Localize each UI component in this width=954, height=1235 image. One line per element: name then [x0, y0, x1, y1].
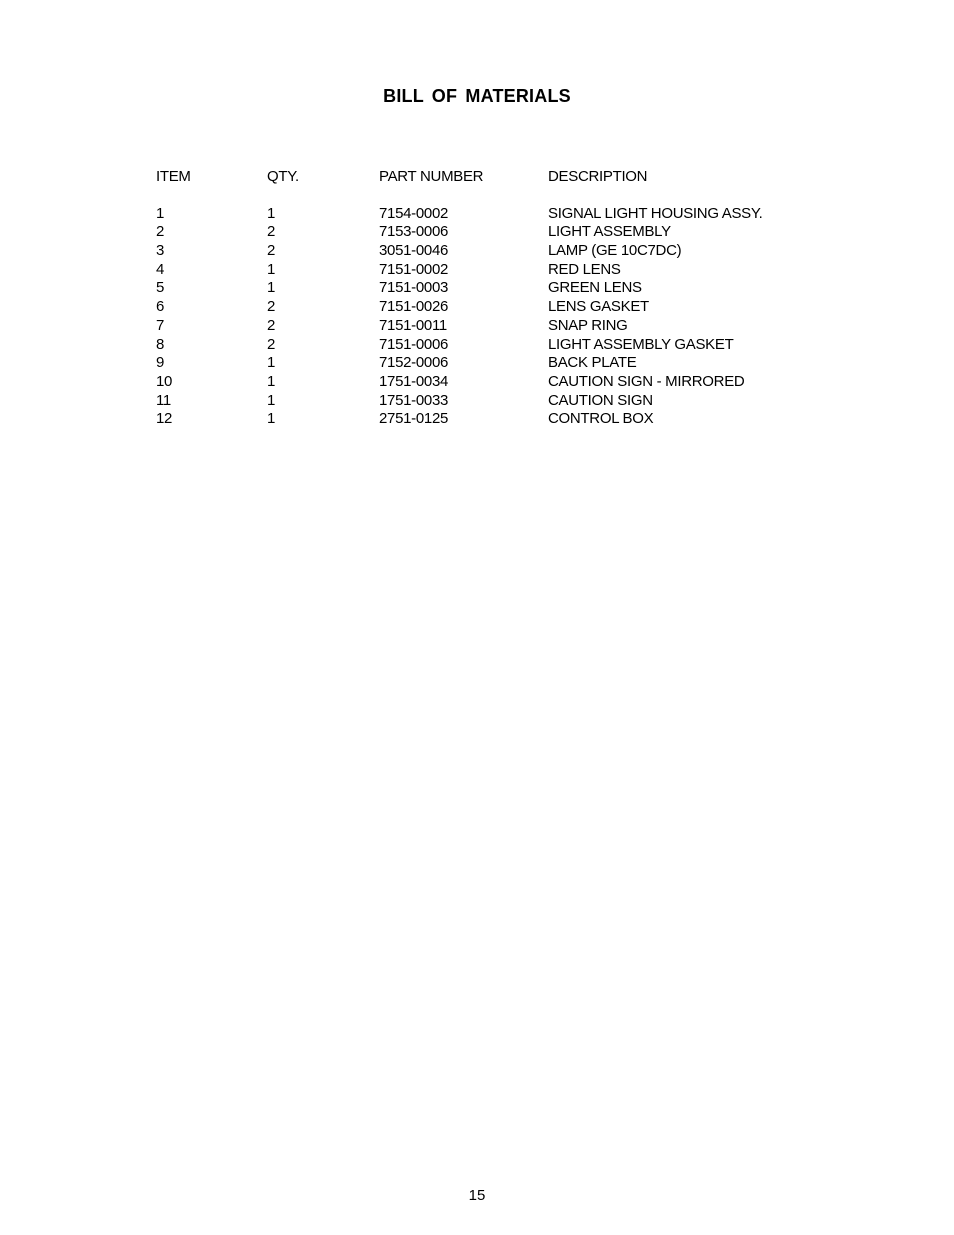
- cell-qty: 1: [267, 372, 276, 390]
- cell-item: 2: [156, 223, 165, 241]
- cell-description: LENS GASKET: [548, 298, 649, 316]
- cell-item: 5: [156, 279, 165, 297]
- column-header-item: ITEM: [156, 168, 191, 185]
- cell-qty: 2: [267, 223, 276, 241]
- cell-description: LIGHT ASSEMBLY GASKET: [548, 335, 734, 353]
- cell-item: 7: [156, 316, 165, 334]
- cell-description: SNAP RING: [548, 316, 628, 334]
- cell-item: 3: [156, 242, 165, 260]
- cell-description: LIGHT ASSEMBLY: [548, 223, 671, 241]
- cell-item: 6: [156, 298, 165, 316]
- cell-description: SIGNAL LIGHT HOUSING ASSY.: [548, 204, 763, 222]
- cell-qty: 2: [267, 335, 276, 353]
- cell-item: 8: [156, 335, 165, 353]
- cell-description: CONTROL BOX: [548, 410, 654, 428]
- cell-qty: 2: [267, 298, 276, 316]
- cell-part-number: 7152-0006: [379, 354, 449, 372]
- cell-qty: 1: [267, 260, 276, 278]
- cell-item: 11: [156, 391, 171, 409]
- cell-description: LAMP (GE 10C7DC): [548, 242, 682, 260]
- cell-part-number: 7151-0011: [379, 316, 447, 334]
- page-title: BILL OF MATERIALS: [383, 86, 571, 106]
- cell-qty: 2: [267, 316, 276, 334]
- cell-description: BACK PLATE: [548, 354, 637, 372]
- cell-part-number: 1751-0033: [379, 391, 449, 409]
- cell-item: 9: [156, 354, 165, 372]
- cell-description: CAUTION SIGN: [548, 391, 653, 409]
- cell-qty: 1: [267, 279, 276, 297]
- cell-description: GREEN LENS: [548, 279, 642, 297]
- cell-part-number: 7153-0006: [379, 223, 449, 241]
- cell-item: 12: [156, 410, 173, 428]
- cell-item: 1: [156, 204, 165, 222]
- column-header-qty: QTY.: [267, 168, 299, 185]
- cell-qty: 1: [267, 391, 276, 409]
- page-number: 15: [468, 1187, 486, 1204]
- cell-description: CAUTION SIGN - MIRRORED: [548, 372, 745, 390]
- column-header-part-number: PART NUMBER: [379, 168, 484, 185]
- cell-part-number: 3051-0046: [379, 242, 449, 260]
- cell-part-number: 7151-0003: [379, 279, 449, 297]
- cell-part-number: 7154-0002: [379, 204, 449, 222]
- cell-qty: 1: [267, 410, 276, 428]
- cell-qty: 2: [267, 242, 276, 260]
- cell-description: RED LENS: [548, 260, 621, 278]
- cell-item: 10: [156, 372, 173, 390]
- cell-part-number: 7151-0002: [379, 260, 449, 278]
- cell-part-number: 7151-0026: [379, 298, 449, 316]
- cell-qty: 1: [267, 204, 276, 222]
- column-header-description: DESCRIPTION: [548, 168, 648, 185]
- cell-part-number: 7151-0006: [379, 335, 449, 353]
- cell-qty: 1: [267, 354, 276, 372]
- cell-part-number: 2751-0125: [379, 410, 449, 428]
- cell-item: 4: [156, 260, 165, 278]
- cell-part-number: 1751-0034: [379, 372, 449, 390]
